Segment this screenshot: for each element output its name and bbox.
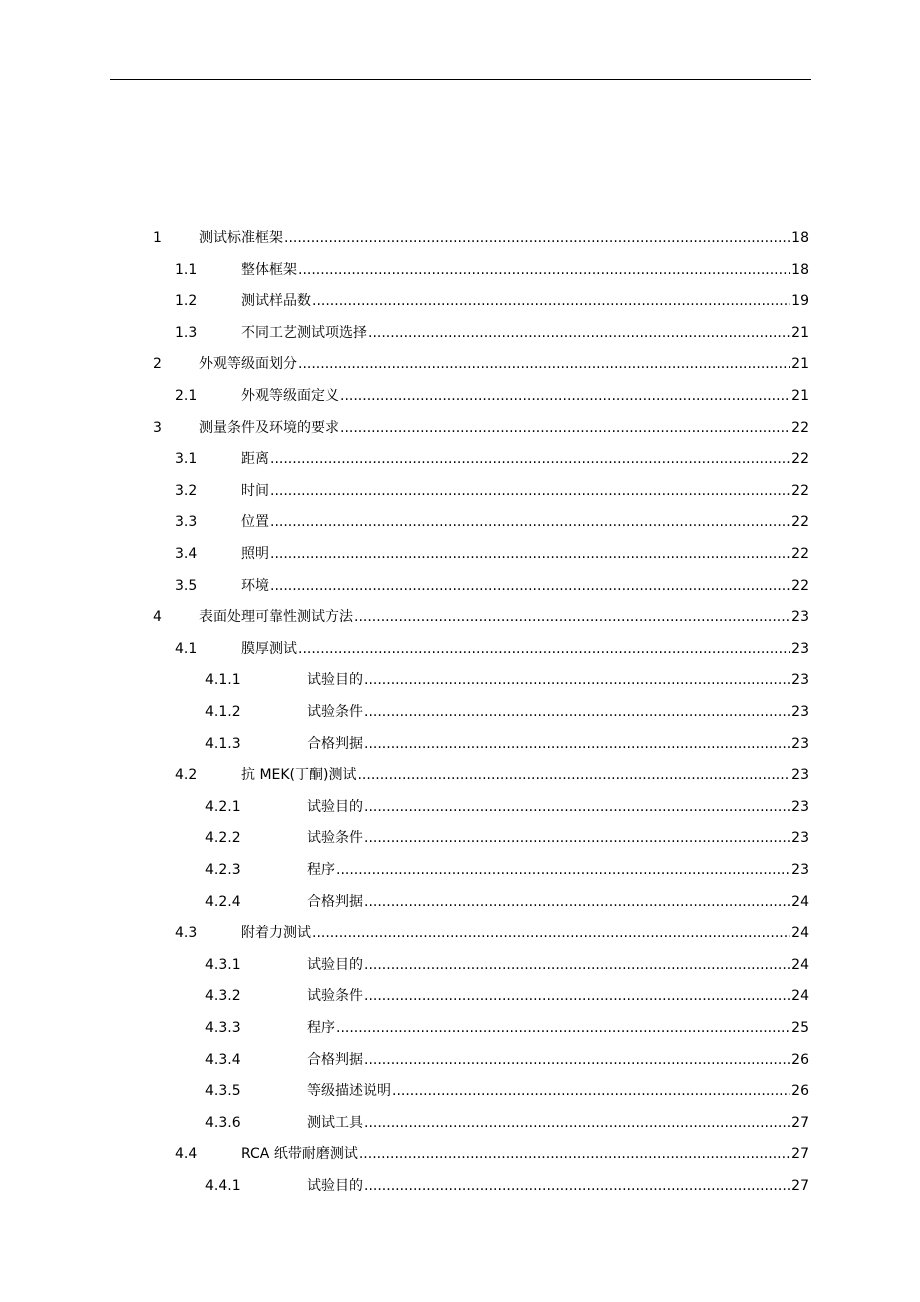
- toc-dot-leader: [336, 1016, 790, 1040]
- toc-entry-number: 1.3: [175, 325, 198, 341]
- toc-entry[interactable]: [0, 890, 920, 914]
- toc-entry[interactable]: [0, 510, 920, 534]
- toc-entry-number: 3.4: [175, 546, 198, 562]
- toc-entry[interactable]: [0, 826, 920, 850]
- toc-entry[interactable]: [0, 416, 920, 440]
- toc-entry-title: 试验条件: [307, 988, 363, 1004]
- toc-entry[interactable]: [0, 700, 920, 724]
- toc-entry-title: 合格判据: [307, 894, 363, 910]
- toc-entry-page: 27: [791, 1115, 809, 1131]
- toc-entry-number: 3.5: [175, 578, 198, 594]
- toc-entry-title: 程序: [307, 1020, 335, 1036]
- toc-entry-number: 4.3.5: [205, 1083, 241, 1099]
- toc-entry-title: 测量条件及环境的要求: [199, 420, 339, 436]
- toc-entry-title: 膜厚测试: [241, 641, 297, 657]
- toc-entry-title: 试验目的: [307, 1178, 363, 1194]
- toc-entry[interactable]: [0, 953, 920, 977]
- toc-entry-number: 1.1: [175, 262, 198, 278]
- toc-entry-number: 1.2: [175, 293, 198, 309]
- toc-entry-line: [241, 542, 809, 566]
- toc-dot-leader: [270, 542, 790, 566]
- toc-dot-leader: [354, 605, 790, 629]
- toc-dot-leader: [364, 1111, 790, 1135]
- toc-entry-title: 不同工艺测试项选择: [241, 325, 367, 341]
- toc-entry-title: 外观等级面划分: [199, 356, 297, 372]
- toc-dot-leader: [368, 321, 790, 345]
- toc-entry-line: [307, 890, 809, 914]
- toc-dot-leader: [364, 1174, 790, 1198]
- toc-entry-title: 抗 MEK(丁酮)测试: [241, 767, 357, 783]
- toc-entry-title: 测试工具: [307, 1115, 363, 1131]
- toc-entry[interactable]: [0, 732, 920, 756]
- toc-entry-line: [241, 258, 809, 282]
- toc-entry-page: 22: [791, 514, 809, 530]
- toc-entry[interactable]: [0, 1111, 920, 1135]
- toc-entry-number: 3.3: [175, 514, 198, 530]
- toc-entry-page: 24: [791, 894, 809, 910]
- toc-dot-leader: [364, 700, 790, 724]
- toc-entry-number: 2: [153, 356, 162, 372]
- toc-entry-number: 4.3.2: [205, 988, 241, 1004]
- toc-dot-leader: [336, 858, 790, 882]
- toc-dot-leader: [284, 226, 790, 250]
- toc-entry[interactable]: [0, 258, 920, 282]
- toc-entry-page: 21: [791, 325, 809, 341]
- toc-entry-line: [241, 921, 809, 945]
- toc-dot-leader: [298, 637, 790, 661]
- toc-entry-page: 23: [791, 736, 809, 752]
- toc-entry-title: 测试标准框架: [199, 230, 283, 246]
- toc-dot-leader: [392, 1079, 790, 1103]
- toc-entry-page: 27: [791, 1146, 809, 1162]
- toc-entry-page: 22: [791, 451, 809, 467]
- toc-entry-title: 试验目的: [307, 957, 363, 973]
- toc-entry-number: 3: [153, 420, 162, 436]
- toc-entry-number: 4.1: [175, 641, 198, 657]
- toc-entry-line: [307, 1174, 809, 1198]
- toc-entry-line: [307, 826, 809, 850]
- toc-entry-number: 3.1: [175, 451, 198, 467]
- toc-entry-page: 21: [791, 356, 809, 372]
- toc-entry-page: 23: [791, 799, 809, 815]
- toc-entry-number: 4.1.1: [205, 672, 241, 688]
- toc-entry-line: [241, 574, 809, 598]
- toc-entry[interactable]: [0, 352, 920, 376]
- toc-dot-leader: [270, 479, 790, 503]
- toc-entry-number: 4.2.1: [205, 799, 241, 815]
- toc-entry-line: [199, 226, 809, 250]
- toc-entry-line: [241, 479, 809, 503]
- toc-entry-number: 4.4: [175, 1146, 198, 1162]
- toc-entry-number: 4.2.3: [205, 862, 241, 878]
- toc-entry[interactable]: [0, 1142, 920, 1166]
- toc-dot-leader: [359, 1142, 790, 1166]
- toc-entry-line: [241, 510, 809, 534]
- toc-entry[interactable]: [0, 858, 920, 882]
- toc-entry-line: [199, 352, 809, 376]
- toc-dot-leader: [270, 447, 790, 471]
- toc-entry-page: 23: [791, 704, 809, 720]
- toc-entry-page: 27: [791, 1178, 809, 1194]
- toc-dot-leader: [364, 732, 790, 756]
- toc-dot-leader: [364, 890, 790, 914]
- toc-entry-title: 合格判据: [307, 1052, 363, 1068]
- toc-entry-title: 环境: [241, 578, 269, 594]
- toc-entry-line: [241, 637, 809, 661]
- toc-entry-page: 23: [791, 672, 809, 688]
- toc-entry-number: 4.1.3: [205, 736, 241, 752]
- toc-entry-page: 18: [791, 262, 809, 278]
- toc-entry[interactable]: [0, 321, 920, 345]
- toc-entry-page: 24: [791, 925, 809, 941]
- toc-dot-leader: [270, 510, 790, 534]
- toc-entry-page: 22: [791, 546, 809, 562]
- toc-entry-page: 25: [791, 1020, 809, 1036]
- toc-dot-leader: [340, 416, 790, 440]
- toc-entry-title: 等级描述说明: [307, 1083, 391, 1099]
- toc-dot-leader: [270, 574, 790, 598]
- toc-entry-page: 24: [791, 988, 809, 1004]
- toc-entry-title: 时间: [241, 483, 269, 499]
- toc-entry[interactable]: [0, 1048, 920, 1072]
- toc-entry-page: 22: [791, 420, 809, 436]
- toc-entry-line: [307, 858, 809, 882]
- toc-entry-page: 26: [791, 1052, 809, 1068]
- toc-entry[interactable]: [0, 1174, 920, 1198]
- toc-entry-title: RCA 纸带耐磨测试: [241, 1146, 358, 1162]
- toc-entry-line: [241, 1142, 809, 1166]
- toc-entry[interactable]: [0, 542, 920, 566]
- toc-entry[interactable]: [0, 289, 920, 313]
- toc-entry-page: 21: [791, 388, 809, 404]
- toc-entry-line: [307, 700, 809, 724]
- toc-entry[interactable]: [0, 605, 920, 629]
- toc-entry-number: 4.3: [175, 925, 198, 941]
- toc-dot-leader: [364, 795, 790, 819]
- toc-entry-number: 4.2: [175, 767, 198, 783]
- toc-entry-number: 2.1: [175, 388, 198, 404]
- toc-entry-line: [241, 289, 809, 313]
- toc-entry-page: 23: [791, 609, 809, 625]
- toc-entry-number: 4.3.3: [205, 1020, 241, 1036]
- toc-entry[interactable]: [0, 637, 920, 661]
- toc-entry-line: [307, 795, 809, 819]
- toc-entry-number: 4.4.1: [205, 1178, 241, 1194]
- toc-entry-title: 附着力测试: [241, 925, 311, 941]
- toc-entry-line: [307, 953, 809, 977]
- toc-entry-title: 测试样品数: [241, 293, 311, 309]
- toc-entry-title: 外观等级面定义: [241, 388, 339, 404]
- toc-entry-title: 试验目的: [307, 672, 363, 688]
- toc-entry-number: 4: [153, 609, 162, 625]
- toc-dot-leader: [364, 1048, 790, 1072]
- toc-entry-number: 4.2.4: [205, 894, 241, 910]
- toc-entry-title: 试验条件: [307, 704, 363, 720]
- toc-entry-number: 3.2: [175, 483, 198, 499]
- toc-entry-page: 18: [791, 230, 809, 246]
- toc-entry-page: 19: [791, 293, 809, 309]
- toc-entry-number: 4.3.6: [205, 1115, 241, 1131]
- toc-entry-title: 程序: [307, 862, 335, 878]
- toc-entry[interactable]: [0, 795, 920, 819]
- toc-entry-page: 23: [791, 641, 809, 657]
- toc-entry-page: 23: [791, 767, 809, 783]
- toc-entry[interactable]: [0, 984, 920, 1008]
- toc-entry[interactable]: [0, 384, 920, 408]
- toc-entry[interactable]: [0, 226, 920, 250]
- toc-entry-line: [241, 447, 809, 471]
- toc-dot-leader: [364, 953, 790, 977]
- toc-entry[interactable]: [0, 479, 920, 503]
- toc-entry-line: [199, 605, 809, 629]
- toc-entry[interactable]: [0, 574, 920, 598]
- toc-entry-line: [307, 1111, 809, 1135]
- toc-entry-title: 表面处理可靠性测试方法: [199, 609, 353, 625]
- toc-entry-number: 4.1.2: [205, 704, 241, 720]
- toc-entry-title: 合格判据: [307, 736, 363, 752]
- toc-entry-title: 照明: [241, 546, 269, 562]
- toc-entry[interactable]: [0, 668, 920, 692]
- toc-entry-line: [241, 321, 809, 345]
- toc-entry-page: 24: [791, 957, 809, 973]
- toc-dot-leader: [364, 984, 790, 1008]
- toc-dot-leader: [340, 384, 790, 408]
- toc-entry-title: 试验目的: [307, 799, 363, 815]
- toc-entry-page: 22: [791, 578, 809, 594]
- toc-entry[interactable]: [0, 447, 920, 471]
- toc-dot-leader: [364, 668, 790, 692]
- toc-entry-title: 试验条件: [307, 830, 363, 846]
- toc-entry-line: [199, 416, 809, 440]
- toc-entry-number: 1: [153, 230, 162, 246]
- toc-entry-page: 26: [791, 1083, 809, 1099]
- toc-entry-number: 4.3.4: [205, 1052, 241, 1068]
- toc-entry-line: [307, 984, 809, 1008]
- toc-entry-title: 距离: [241, 451, 269, 467]
- toc-dot-leader: [364, 826, 790, 850]
- header-rule: [110, 79, 811, 80]
- toc-entry[interactable]: [0, 763, 920, 787]
- toc-entry-line: [307, 1079, 809, 1103]
- toc-entry-line: [307, 1048, 809, 1072]
- toc-entry-title: 位置: [241, 514, 269, 530]
- toc-entry-page: 23: [791, 830, 809, 846]
- toc-dot-leader: [312, 921, 790, 945]
- toc-entry-line: [307, 668, 809, 692]
- toc-dot-leader: [357, 763, 790, 787]
- toc-entry[interactable]: [0, 921, 920, 945]
- toc-dot-leader: [298, 352, 790, 376]
- toc-entry-number: 4.2.2: [205, 830, 241, 846]
- toc-dot-leader: [298, 258, 790, 282]
- toc-entry-page: 22: [791, 483, 809, 499]
- toc-dot-leader: [312, 289, 790, 313]
- toc-entry-title: 整体框架: [241, 262, 297, 278]
- toc-entry-page: 23: [791, 862, 809, 878]
- toc-entry[interactable]: [0, 1079, 920, 1103]
- toc-entry-line: [241, 763, 809, 787]
- toc-entry[interactable]: [0, 1016, 920, 1040]
- toc-entry-number: 4.3.1: [205, 957, 241, 973]
- toc-entry-line: [241, 384, 809, 408]
- toc-entry-line: [307, 732, 809, 756]
- toc-entry-line: [307, 1016, 809, 1040]
